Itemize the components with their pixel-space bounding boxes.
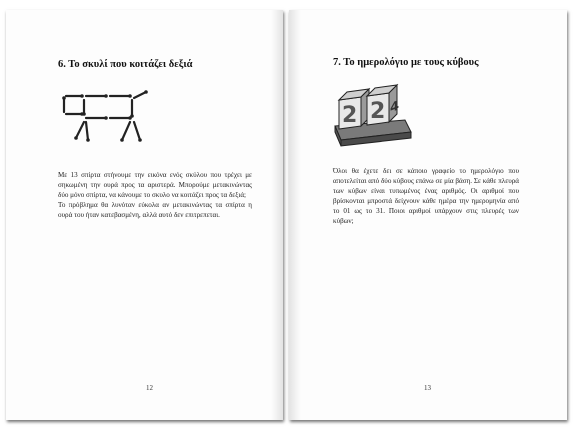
right-page-body <box>333 166 519 226</box>
cube-1-digit: 2 <box>342 103 358 128</box>
left-paragraph-1: Με 13 σπίρτα στήνουμε την εικόνα ενός σκύλου που τρέχει με σηκωμένη την ουρά προς τα αριστερά. Μπορούμε μετακινώντας δύο μόνο σπίρτα, να κάνουμε το σκυλο να κοιτάζει προς τα δεξιά; <box>58 171 252 199</box>
cube-calendar-illustration <box>331 80 413 152</box>
left-page-heading: 6. Το σκυλί που κοιτάζει δεξιά <box>58 59 193 70</box>
left-paragraph-2: Το πρόβλημα θα λυνόταν εύκολα αν μετακινώντας τα σπίρτα η ουρά του ήταν κατεβασμένη, αλλά αυτό δεν επιτρεπεται. <box>58 201 252 219</box>
gutter-shadow <box>289 10 301 420</box>
left-page-number: 12 <box>146 384 153 392</box>
right-page <box>289 10 567 420</box>
matchstick-dog-illustration <box>58 90 154 158</box>
right-page-number: 13 <box>424 384 431 392</box>
gutter-shadow <box>271 10 283 420</box>
left-page <box>6 10 283 420</box>
right-paragraph-1: Όλοι θα έχετε δει σε κάποιο γραφείο το ημερολόγιο που αποτελείται από δύο κύβους επάνω σε μία βάση. Σε κάθε πλευρά των κύβων είναι τυπωμένος ένας αριθμός. Οι αριθμοί που βρίσκονται μπροστά δείχνουν κάθε ημέρα την ημερομηνία από το 01 ως το 31. Ποιοι αριθμοί υπάρχουν στις πλευρές των κύβων; <box>333 167 519 225</box>
cube-2-side-digit: 4 <box>390 98 400 117</box>
cube-2-digit: 2 <box>370 99 386 124</box>
right-page-heading: 7. Το ημερολόγιο με τους κύβους <box>333 57 479 68</box>
book-spread <box>4 4 572 428</box>
left-page-body <box>58 170 252 220</box>
